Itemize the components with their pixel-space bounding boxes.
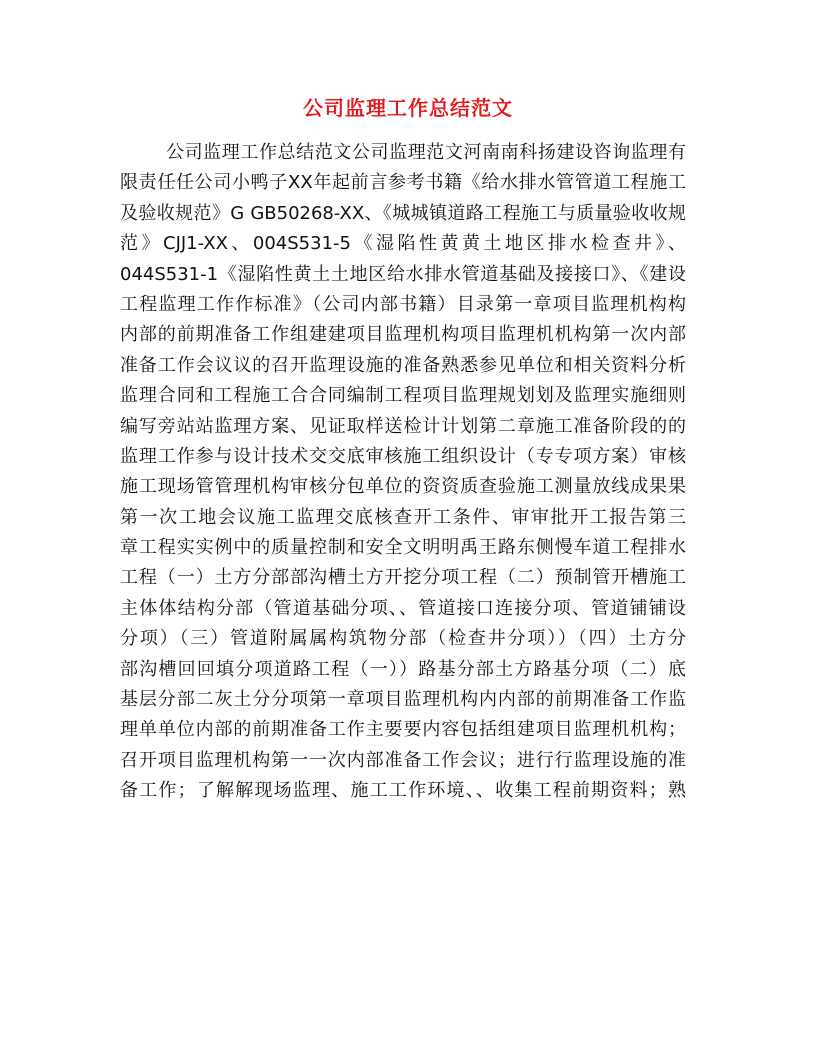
body-line: 部沟槽回回填分项道路工程（一））路基分部土方路基分项（二）底 (120, 658, 686, 680)
body-line: 备工作；了解解现场监理、施工工作环境、、收集工程前期资料；熟 (120, 780, 686, 802)
body-line: 基层分部二灰土分分项第一章项目监理机构内内部的前期准备工作监 (120, 689, 686, 711)
body-line: 第一次工地会议施工监理交底核查开工条件、审审批开工报告第三 (120, 506, 686, 528)
body-line: 内部的前期准备工作组建建项目监理机构项目监理机机构第一次内部 (120, 324, 686, 346)
body-line: 施工现场管管理机构审核分包单位的资资质查验施工测量放线成果果 (120, 476, 686, 498)
body-line: 监理工作参与设计技术交交底审核施工组织设计（专专项方案）审核 (120, 445, 686, 467)
body-line: 编写旁站站监理方案、见证取样送检计计划第二章施工准备阶段的的 (120, 415, 686, 437)
body-line: 及验收规范》G GB50268-XX、《城城镇道路工程施工与质量验收收规 (120, 202, 686, 224)
document-title: 公司监理工作总结范文 (303, 96, 513, 120)
body-line: 公司监理工作总结范文公司监理范文河南南科扬建设咨询监理有 (166, 142, 686, 163)
body-line: 044S531-1《湿陷性黄土土地区给水排水管道基础及接接口》、《建设 (120, 263, 686, 285)
body-line: 召开项目监理机构第一一次内部准备工作会议；进行行监理设施的准 (120, 749, 686, 771)
body-line: 工程（一）土方分部部沟槽土方开挖分项工程（二）预制管开槽施工 (120, 567, 686, 589)
body-line: 限责任任公司小鸭子XX年起前言参考书籍《给水排水管管道工程施工 (120, 172, 686, 194)
body-line: 主体体结构分部（管道基础分项、、管道接口连接分项、管道铺铺设 (120, 597, 686, 619)
body-line: 准备工作会议议的召开监理设施的准备熟悉参见单位和相关资料分析 (120, 354, 686, 376)
body-line: 分项）（三）管道附属属构筑物分部（检查井分项））（四）土方分 (120, 628, 686, 650)
body-line: 工程监理工作作标准》（公司内部书籍）目录第一章项目监理机构构 (120, 293, 686, 315)
body-line: 理单单位内部的前期准备工作主要要内容包括组建项目监理机机构； (120, 719, 686, 741)
body-line: 范》CJJ1-XX、004S531-5《湿陷性黄黄土地区排水检查井》、 (120, 233, 686, 255)
body-line: 章工程实实例中的质量控制和安全文明明禹王路东侧慢车道工程排水 (120, 537, 686, 559)
document-body (120, 138, 686, 807)
body-line: 监理合同和工程施工合合同编制工程项目监理规划划及监理实施细则 (120, 385, 686, 407)
